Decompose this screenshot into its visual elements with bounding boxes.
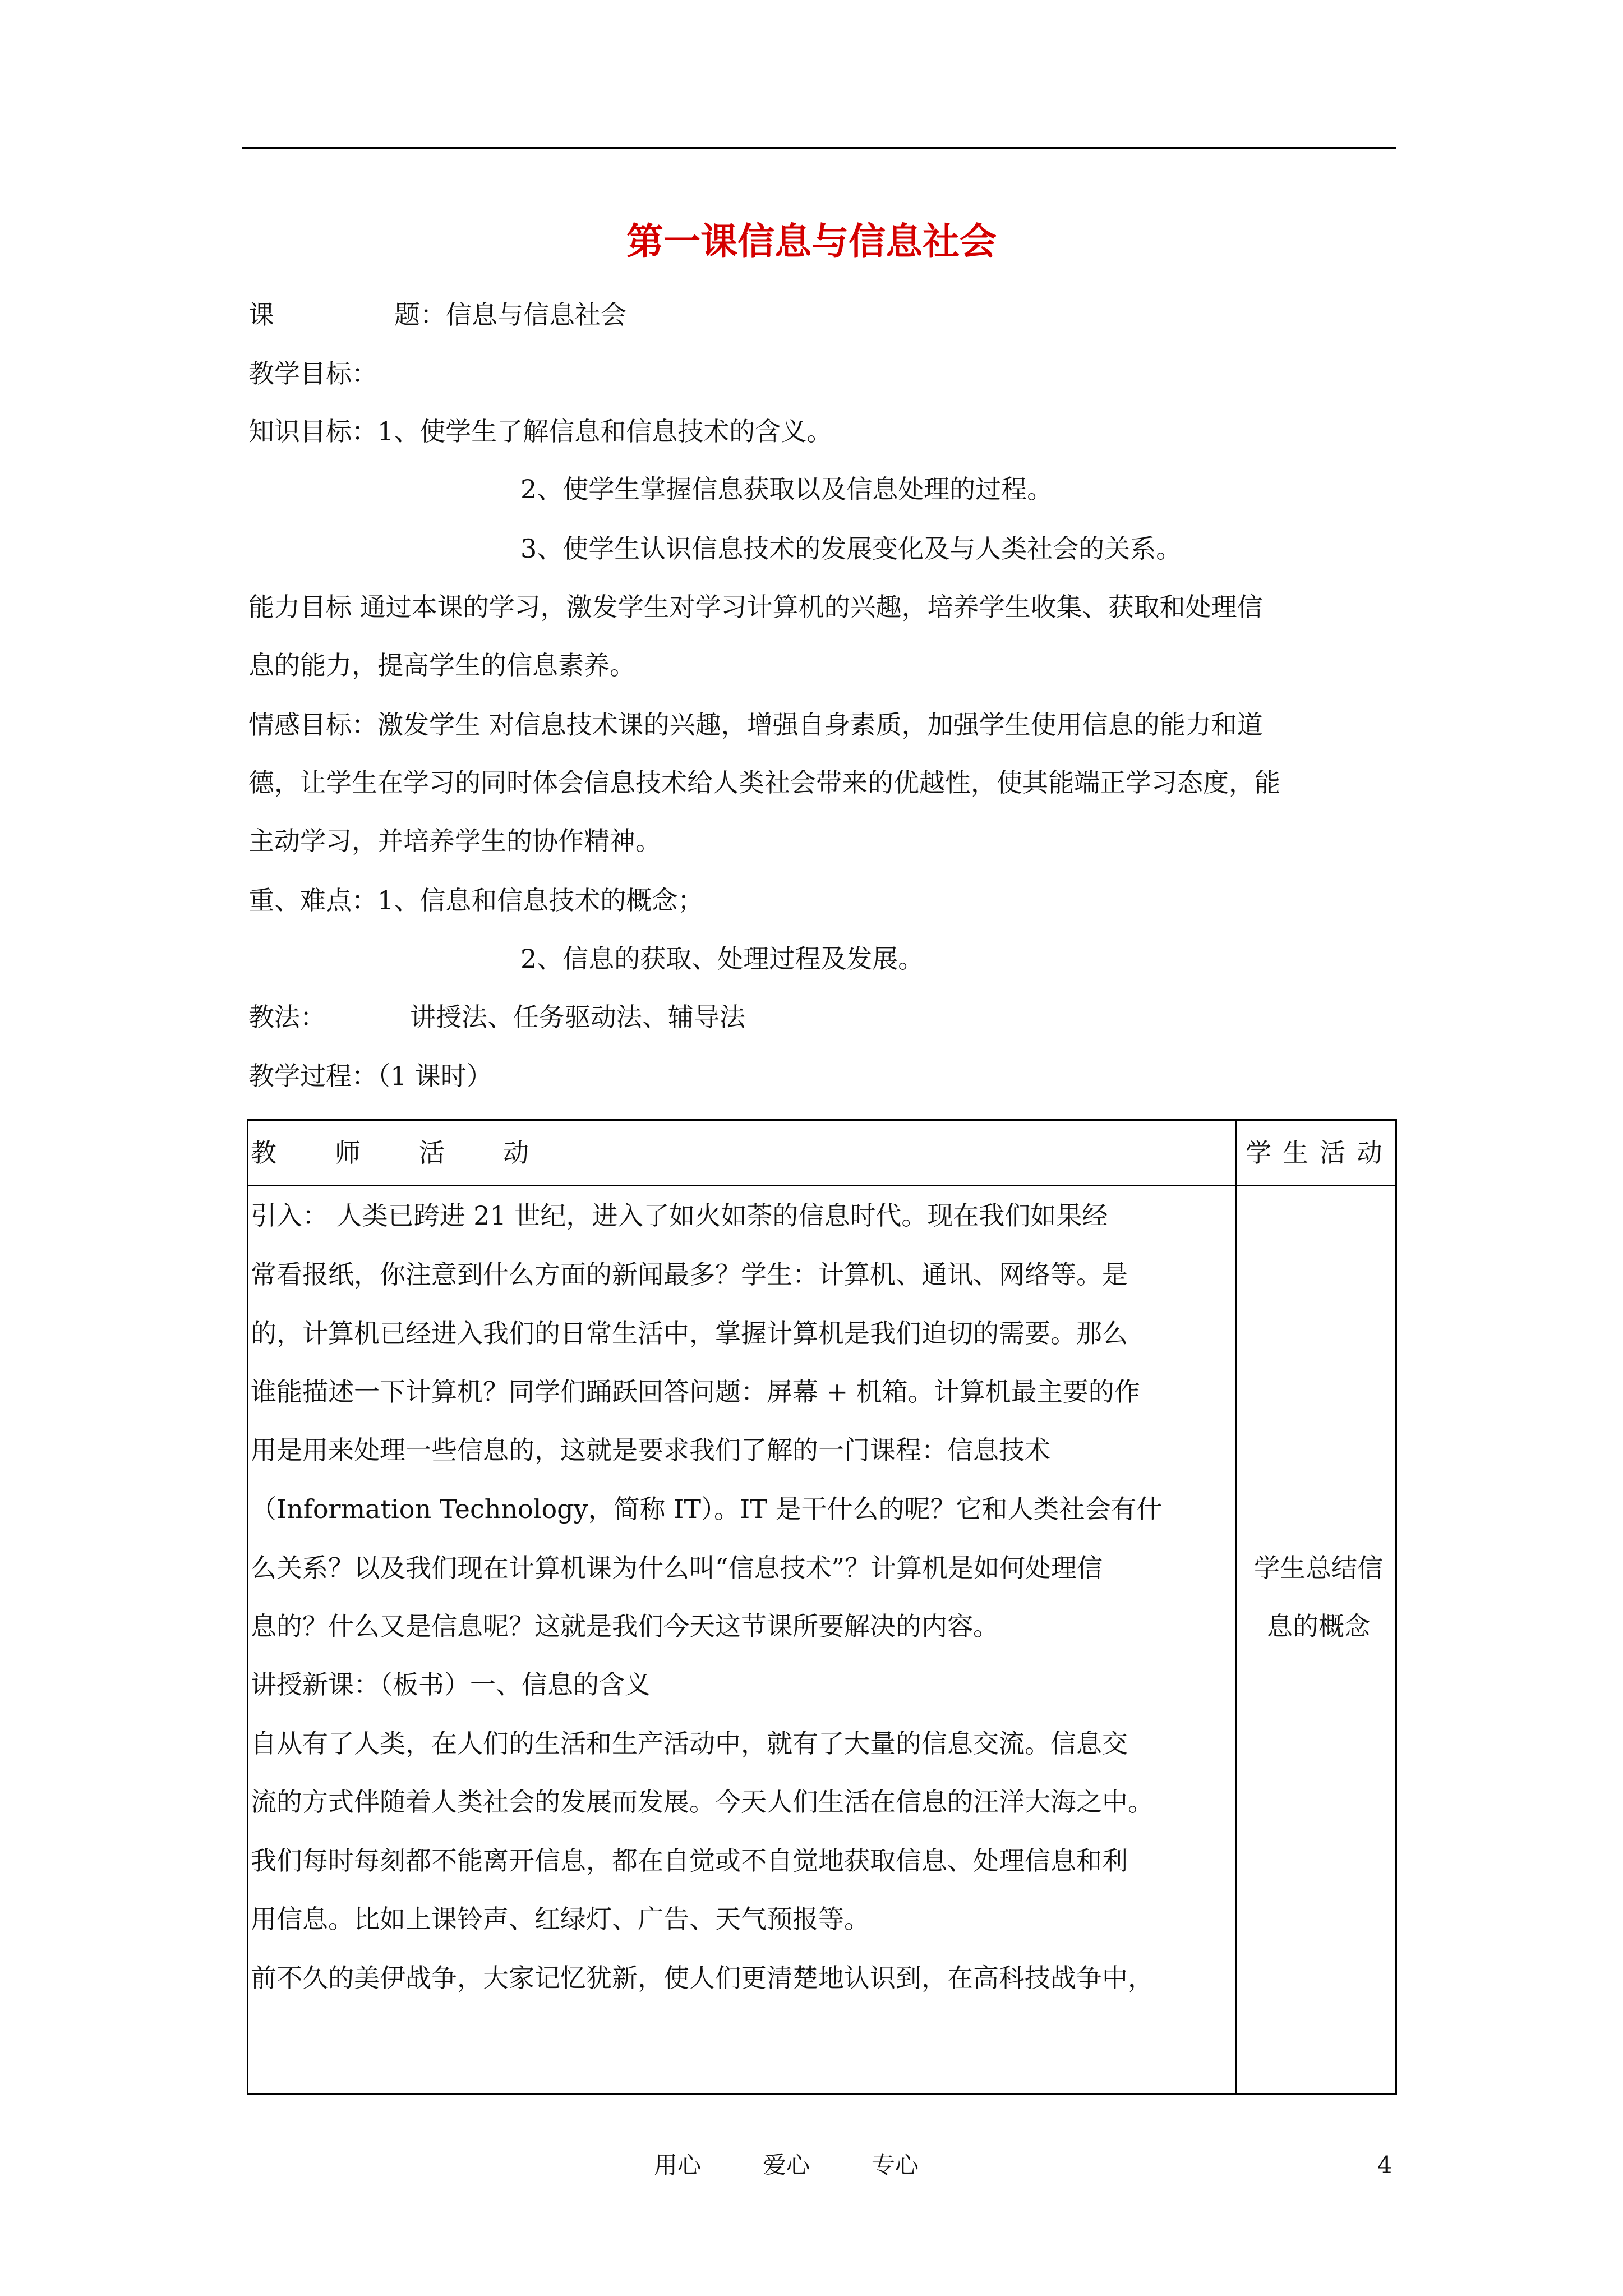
header-char: 动 (503, 1138, 529, 1168)
goals-heading: 教学目标： (248, 358, 377, 389)
topic-line (248, 298, 626, 332)
emotion-line-2: 德，让学生在学习的同时体会信息技术给人类社会带来的优越性，使其能端正学习态度，能 (248, 767, 1280, 798)
teacher-line: 前不久的美伊战争，大家记忆犹新，使人们更清楚地认识到，在高科技战争中， (251, 1963, 1154, 1993)
footer-word: 专心 (872, 2151, 919, 2179)
key-point-item: 1、信息和信息技术的概念； (377, 885, 704, 915)
page-title: 第一课信息与信息社会 (626, 219, 997, 263)
page-number: 4 (1377, 2151, 1393, 2179)
teacher-line: 息的？什么又是信息呢？这就是我们今天这节课所要解决的内容。 (251, 1611, 999, 1641)
lesson-table (247, 1119, 1397, 2095)
student-line: 学生总结信 (1254, 1553, 1383, 1583)
methods-value: 讲授法、任务驱动法、辅导法 (410, 1002, 745, 1032)
knowledge-goal-3: 3、使学生认识信息技术的发展变化及与人类社会的关系。 (520, 533, 1182, 564)
knowledge-goal-2: 2、使学生掌握信息获取以及信息处理的过程。 (520, 474, 1053, 504)
teacher-line: 流的方式伴随着人类社会的发展而发展。今天人们生活在信息的汪洋大海之中。 (251, 1787, 1154, 1817)
key-points-label: 重、难点： (248, 885, 377, 915)
page-footer (654, 2150, 980, 2181)
emotion-line-1: 情感目标：激发学生 对信息技术课的兴趣，增强自身素质，加强学生使用信息的能力和道 (248, 710, 1263, 740)
teacher-line: 讲授新课：（板书）一、信息的含义 (251, 1669, 651, 1700)
knowledge-goal-1 (248, 415, 832, 448)
student-line: 息的概念 (1267, 1611, 1370, 1641)
teacher-line: 我们每时每刻都不能离开信息，都在自觉或不自觉地获取信息、处理信息和利 (251, 1846, 1128, 1876)
teacher-line: 常看报纸，你注意到什么方面的新闻最多？学生：计算机、通讯、网络等。是 (251, 1259, 1128, 1290)
methods-line (248, 1000, 745, 1034)
topic-value: 信息与信息社会 (446, 300, 626, 330)
teacher-line: 引入： 人类已跨进 21 世纪，进入了如火如荼的信息时代。现在我们如果经 (251, 1200, 1108, 1231)
teacher-line: 的，计算机已经进入我们的日常生活中，掌握计算机是我们迫切的需要。那么 (251, 1318, 1128, 1349)
ability-line-2: 息的能力，提高学生的信息素养。 (248, 650, 635, 680)
methods-label: 教法： (248, 1002, 326, 1032)
teacher-activity-header (251, 1136, 587, 1170)
column-divider (1235, 1121, 1237, 2093)
teacher-line: 自从有了人类，在人们的生活和生产活动中，就有了大量的信息交流。信息交 (251, 1728, 1128, 1759)
student-activity-header: 学生活动 (1246, 1138, 1394, 1168)
topic-label-b: 题： (394, 300, 446, 330)
footer-word: 用心 (654, 2151, 702, 2179)
process-line: 教学过程：（1 课时） (248, 1061, 492, 1091)
teacher-line: 用是用来处理一些信息的，这就是要求我们了解的一门课程：信息技术 (251, 1435, 1050, 1465)
header-char: 师 (335, 1138, 361, 1168)
key-points-1 (248, 884, 703, 917)
teacher-line: 用信息。比如上课铃声、红绿灯、广告、天气预报等。 (251, 1904, 870, 1934)
emotion-line-3: 主动学习，并培养学生的协作精神。 (248, 826, 661, 856)
header-divider (248, 1185, 1395, 1186)
ability-line-1: 能力目标 通过本课的学习，激发学生对学习计算机的兴趣，培养学生收集、获取和处理信 (248, 592, 1263, 622)
knowledge-item: 1、使学生了解信息和信息技术的含义。 (377, 416, 833, 447)
header-char: 活 (419, 1138, 445, 1168)
header-rule (242, 147, 1396, 149)
header-char: 教 (251, 1138, 276, 1168)
knowledge-label: 知识目标： (248, 416, 377, 447)
topic-label-a: 课 (248, 300, 274, 330)
footer-word: 爱心 (763, 2151, 810, 2179)
teacher-line: 谁能描述一下计算机？同学们踊跃回答问题：屏幕 + 机箱。计算机最主要的作 (251, 1377, 1140, 1407)
teacher-line: （Information Technology，简称 IT）。IT 是干什么的呢？它和人类社会有什 (251, 1494, 1163, 1524)
teacher-line: 么关系？以及我们现在计算机课为什么叫“信息技术”？计算机是如何处理信 (251, 1553, 1103, 1583)
key-points-2: 2、信息的获取、处理过程及发展。 (520, 944, 924, 974)
